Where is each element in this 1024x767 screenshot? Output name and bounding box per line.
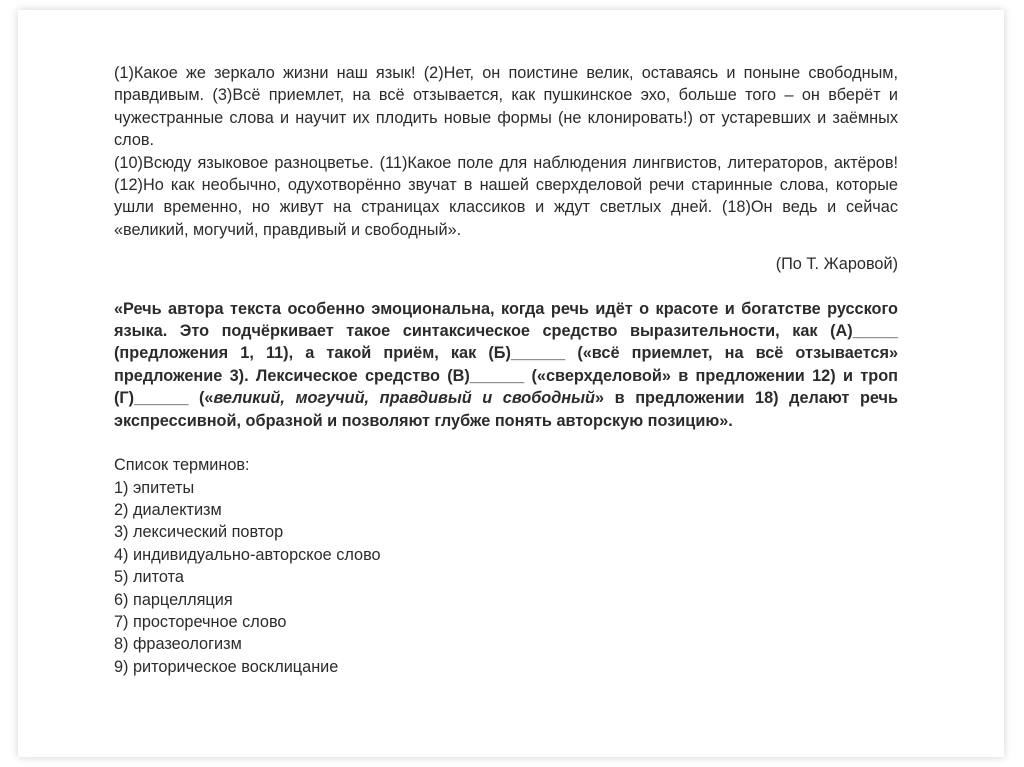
document-content — [114, 62, 898, 678]
terms-list — [114, 477, 898, 679]
term-item: 7) просторечное слово — [114, 612, 287, 631]
term-item: 4) индивидуально-авторское слово — [114, 545, 381, 564]
text-paragraph-1: (1)Какое же зеркало жизни наш язык! (2)Нет, он поистине велик, оставаясь и поныне свободным, правдивым. (3)Всё приемлет, на всё отзывается, как пушкинское эхо, больше того – он вберёт и чужестранные слова и научит их плодить новые формы (не клонировать!) от устаревших и заёмных слов. — [114, 64, 898, 150]
term-item: 9) риторическое восклицание — [114, 657, 339, 676]
term-item: 6) парцелляция — [114, 590, 233, 609]
term-item: 2) диалектизм — [114, 500, 222, 519]
term-item: 1) эпитеты — [114, 478, 195, 497]
task-text-part-1: «Речь автора текста особенно эмоциональна, когда речь идёт о красоте и богатстве русского языка. Это подчёркивает такое синтаксическое средство выразительности, как (А)_____ (предложения 1, 11), а такой приём, как (Б)______ («всё приемлет, на всё отзывается» предложение 3). Лексическое средство (В)______ («сверхделовой» в предложении 12) и троп (Г)______ (« — [114, 299, 898, 408]
task-text-part-2: » в предложении 18) делают речь экспрессивной, образной и позволяют глубже понять авторскую позицию». — [114, 389, 899, 430]
term-item: 3) лексический повтор — [114, 523, 284, 542]
author-attribution: (По Т. Жаровой) — [775, 255, 898, 274]
slide-page — [18, 10, 1004, 757]
task-italic-quote: великий, могучий, правдивый и свободный — [213, 389, 595, 408]
text-paragraph-2: (10)Всюду языковое разноцветье. (11)Какое поле для наблюдения лингвистов, литераторов, актёров! (12)Но как необычно, одухотворённо звучат в нашей сверхделовой речи старинные слова, которые ушли временно, но живут на страницах классиков и ждут светлых дней. (18)Он ведь и сейчас «великий, могучий, правдивый и свободный». — [114, 153, 898, 239]
term-item: 8) фразеологизм — [114, 635, 242, 654]
task-statement — [114, 298, 898, 432]
term-item: 5) литота — [114, 568, 184, 587]
terms-list-title: Список терминов: — [114, 456, 250, 475]
